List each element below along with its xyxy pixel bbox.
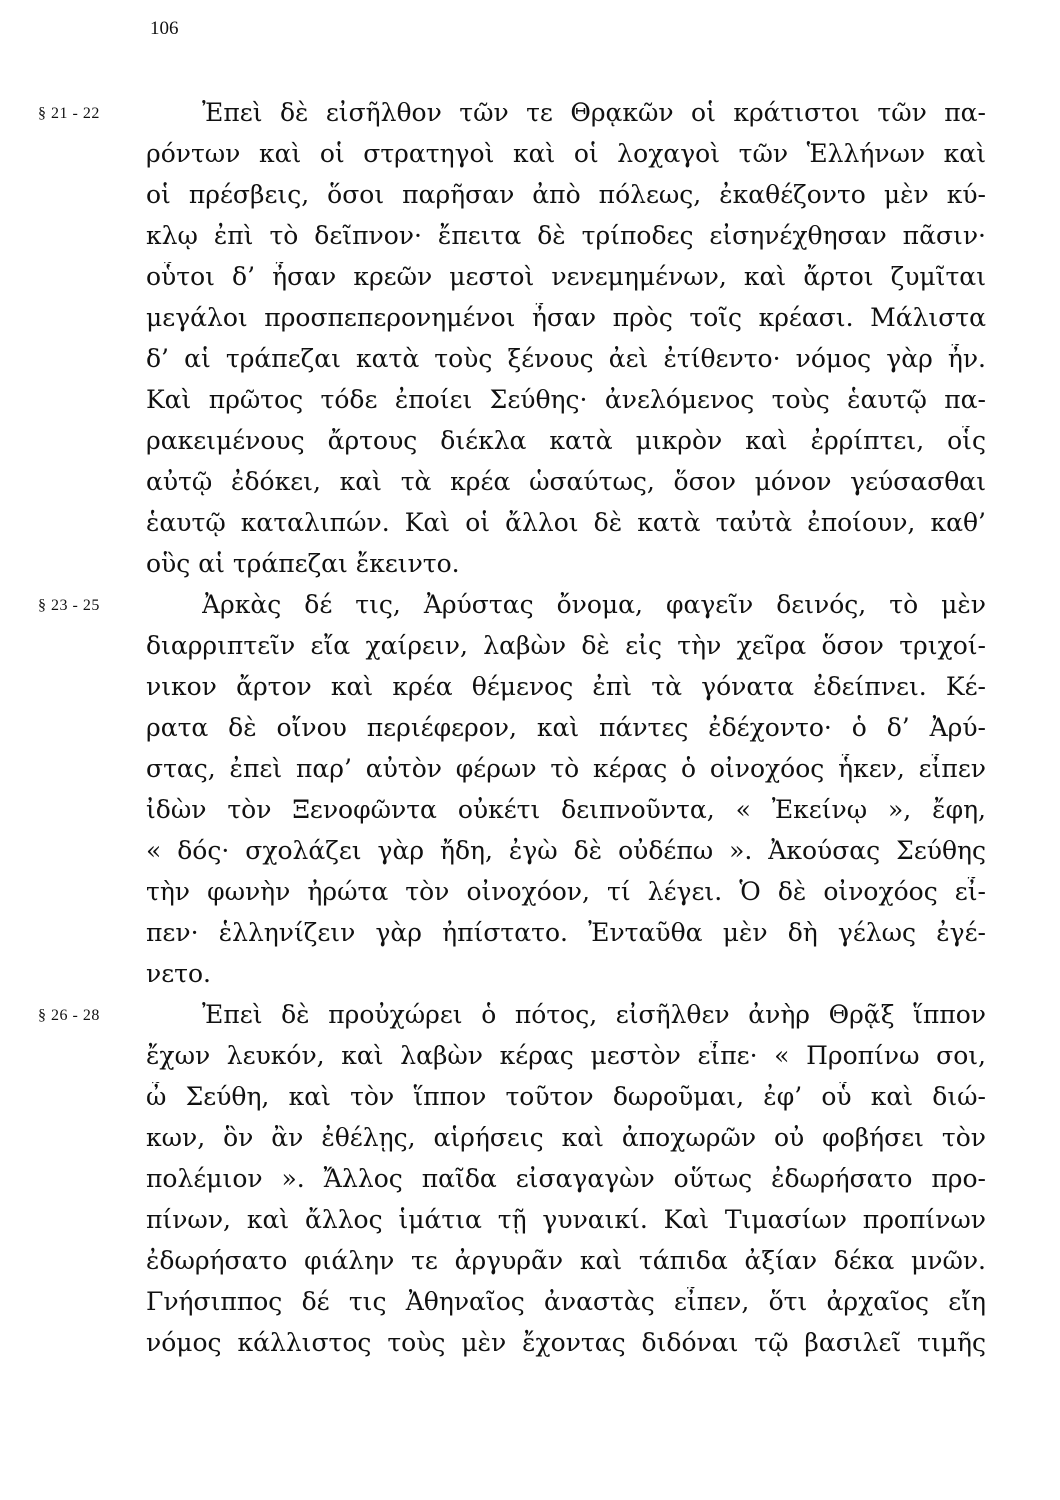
text-line: κλῳ ἐπὶ τὸ δεῖπνον· ἔπειτα δὲ τρίποδες εἰσηνέχθησαν πᾶσιν· [146, 221, 986, 250]
text-line: « δός· σχολάζει γὰρ ἤδη, ἐγὼ δὲ οὐδέπω ». Ἀκούσας Σεύθης [146, 836, 986, 865]
text-line: μεγάλοι προσπεπερονημένοι ἦσαν πρὸς τοῖς κρέασι. Μάλιστα [146, 303, 986, 332]
text-line: πεν· ἑλληνίζειν γὰρ ἠπίστατο. Ἐνταῦθα μὲν δὴ γέλως ἐγέ- [146, 918, 986, 947]
text-line: πίνων, καὶ ἄλλος ἱμάτια τῇ γυναικί. Καὶ Τιμασίων προπίνων [146, 1205, 986, 1234]
text-line: νετο. [146, 959, 211, 988]
section-ref: § 26 - 28 [38, 1007, 100, 1024]
text-line: ρατα δὲ οἴνου περιέφερον, καὶ πάντες ἐδέχοντο· ὁ δ’ Ἀρύ- [146, 713, 986, 742]
page-number: 106 [150, 18, 179, 39]
text-line: δ’ αἱ τράπεζαι κατὰ τοὺς ξένους ἀεὶ ἐτίθεντο· νόμος γὰρ ἦν. [146, 344, 986, 373]
text-line: οἱ πρέσβεις, ὅσοι παρῆσαν ἀπὸ πόλεως, ἐκαθέζοντο μὲν κύ- [146, 180, 986, 209]
text-line: ἐδωρήσατο φιάλην τε ἀργυρᾶν καὶ τάπιδα ἀξίαν δέκα μνῶν. [146, 1246, 986, 1275]
text-line: Ἀρκὰς δέ τις, Ἀρύστας ὄνομα, φαγεῖν δεινός, τὸ μὲν [202, 590, 986, 619]
text-line: στας, ἐπεὶ παρ’ αὐτὸν φέρων τὸ κέρας ὁ οἰνοχόος ἧκεν, εἶπεν [146, 754, 986, 783]
text-line: Καὶ πρῶτος τόδε ἐποίει Σεύθης· ἀνελόμενος τοὺς ἑαυτῷ πα- [146, 385, 986, 414]
text-line: ὦ Σεύθη, καὶ τὸν ἵππον τοῦτον δωροῦμαι, ἐφ’ οὗ καὶ διώ- [146, 1082, 986, 1111]
text-line: ἑαυτῷ καταλιπών. Καὶ οἱ ἄλλοι δὲ κατὰ ταὐτὰ ἐποίουν, καθ’ [146, 508, 986, 537]
text-line: τὴν φωνὴν ἠρώτα τὸν οἰνοχόον, τί λέγει. Ὁ δὲ οἰνοχόος εἶ- [146, 877, 986, 906]
text-line: οὗτοι δ’ ἦσαν κρεῶν μεστοὶ νενεμημένων, καὶ ἄρτοι ζυμῖται [146, 262, 986, 291]
text-line: Γνήσιππος δέ τις Ἀθηναῖος ἀναστὰς εἶπεν, ὅτι ἀρχαῖος εἴη [146, 1287, 986, 1316]
text-line: ἔχων λευκόν, καὶ λαβὼν κέρας μεστὸν εἶπε· « Προπίνω σοι, [146, 1041, 986, 1070]
text-line: κων, ὃν ἂν ἐθέλῃς, αἱρήσεις καὶ ἀποχωρῶν οὐ φοβήσει τὸν [146, 1123, 986, 1152]
text-line: Ἐπεὶ δὲ προὐχώρει ὁ πότος, εἰσῆλθεν ἀνὴρ Θρᾷξ ἵππον [202, 1000, 986, 1029]
section-ref: § 21 - 22 [38, 105, 100, 122]
text-line: διαρριπτεῖν εἴα χαίρειν, λαβὼν δὲ εἰς τὴν χεῖρα ὅσον τριχοί- [146, 631, 986, 660]
section-ref: § 23 - 25 [38, 597, 100, 614]
text-line: νικον ἄρτον καὶ κρέα θέμενος ἐπὶ τὰ γόνατα ἐδείπνει. Κέ- [146, 672, 986, 701]
text-line: αὐτῷ ἐδόκει, καὶ τὰ κρέα ὡσαύτως, ὅσον μόνον γεύσασθαι [146, 467, 986, 496]
text-line: ἰδὼν τὸν Ξενοφῶντα οὐκέτι δειπνοῦντα, « Ἐκείνῳ », ἔφη, [146, 795, 986, 824]
text-line: ρακειμένους ἄρτους διέκλα κατὰ μικρὸν καὶ ἐρρίπτει, οἷς [146, 426, 986, 455]
text-line: Ἐπεὶ δὲ εἰσῆλθον τῶν τε Θρᾳκῶν οἱ κράτιστοι τῶν πα- [202, 98, 986, 127]
text-line: πολέμιον ». Ἄλλος παῖδα εἰσαγαγὼν οὕτως ἐδωρήσατο προ- [146, 1164, 986, 1193]
text-line: ρόντων καὶ οἱ στρατηγοὶ καὶ οἱ λοχαγοὶ τῶν Ἑλλήνων καὶ [146, 139, 986, 168]
text-line: οὓς αἱ τράπεζαι ἔκειντο. [146, 549, 460, 578]
text-line: νόμος κάλλιστος τοὺς μὲν ἔχοντας διδόναι τῷ βασιλεῖ τιμῆς [146, 1328, 986, 1357]
